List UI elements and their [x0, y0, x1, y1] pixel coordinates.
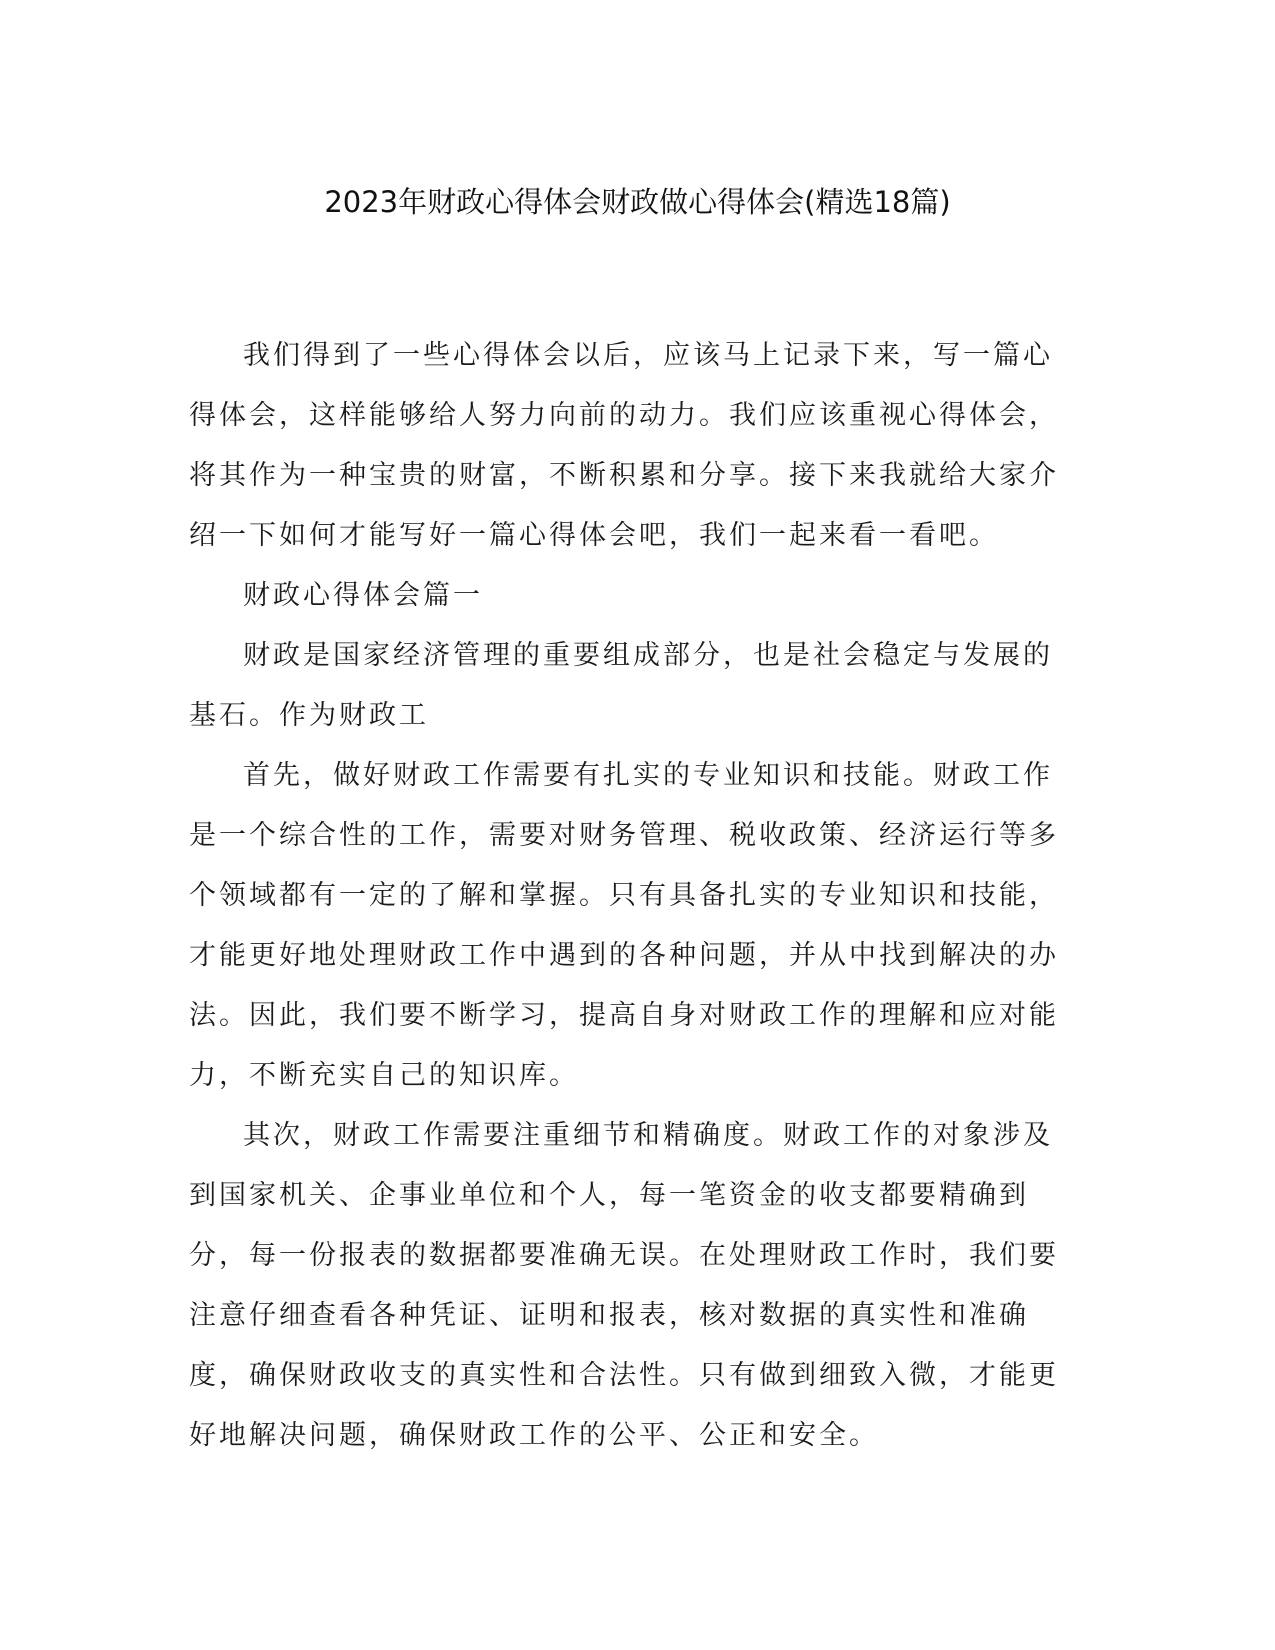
document-title: 2023年财政心得体会财政做心得体会(精选18篇)	[324, 185, 951, 219]
section-heading: 财政心得体会篇一	[243, 580, 483, 611]
document-body	[189, 326, 1069, 1466]
paragraph-3: 其次，财政工作需要注重细节和精确度。财政工作的对象涉及到国家机关、企事业单位和个人，每一笔资金的收支都要精确到分，每一份报表的数据都要准确无误。在处理财政工作时，我们要注意仔细查看各种凭证、证明和报表，核对数据的真实性和准确度，确保财政收支的真实性和合法性。只有做到细致入微，才能更好地解决问题，确保财政工作的公平、公正和安全。	[189, 1120, 1059, 1451]
paragraph-1: 财政是国家经济管理的重要组成部分，也是社会稳定与发展的基石。作为财政工	[189, 640, 1053, 731]
paragraph-2: 首先，做好财政工作需要有扎实的专业知识和技能。财政工作是一个综合性的工作，需要对财务管理、税收政策、经济运行等多个领域都有一定的了解和掌握。只有具备扎实的专业知识和技能，才能更好地处理财政工作中遇到的各种问题，并从中找到解决的办法。因此，我们要不断学习，提高自身对财政工作的理解和应对能力，不断充实自己的知识库。	[189, 760, 1059, 1091]
paragraph-intro: 我们得到了一些心得体会以后，应该马上记录下来，写一篇心得体会，这样能够给人努力向前的动力。我们应该重视心得体会，将其作为一种宝贵的财富，不断积累和分享。接下来我就给大家介绍一下如何才能写好一篇心得体会吧，我们一起来看一看吧。	[189, 340, 1059, 551]
